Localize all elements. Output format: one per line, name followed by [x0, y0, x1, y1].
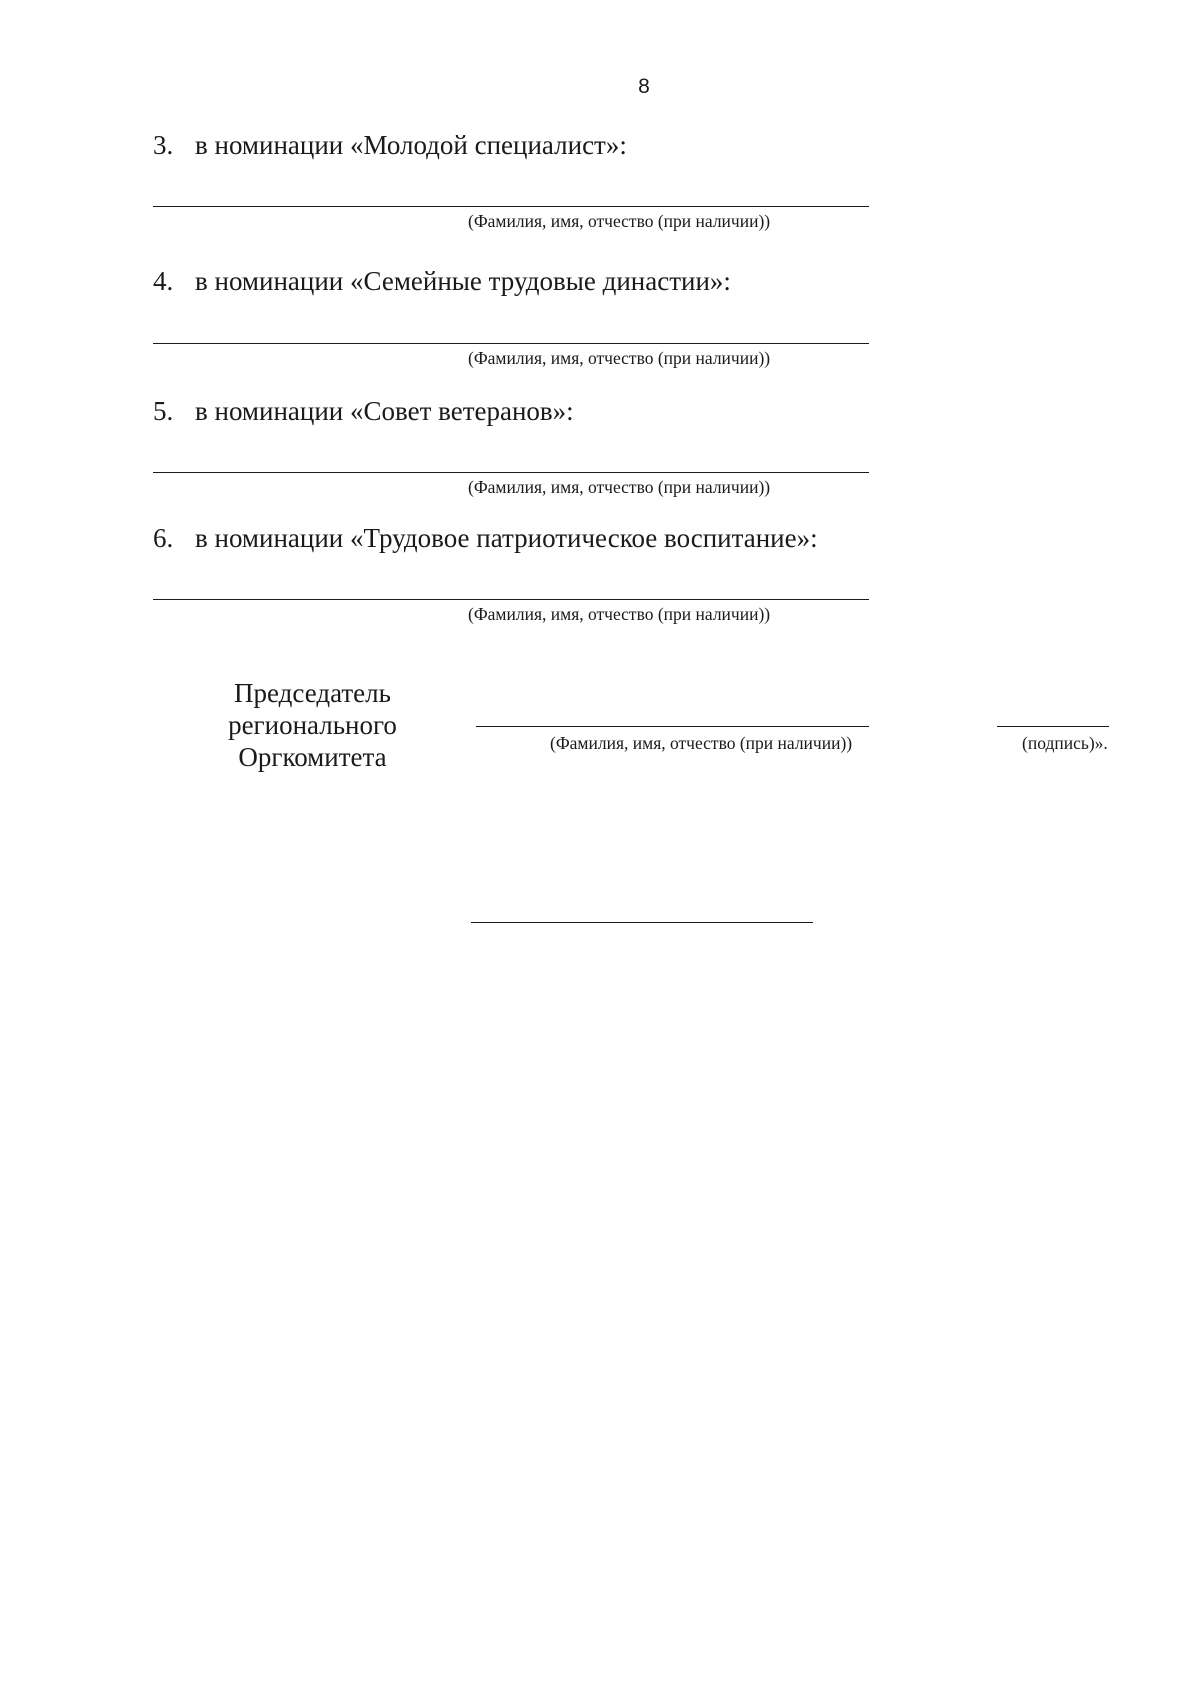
- nomination-number: 3.: [153, 130, 174, 160]
- signature-line: [997, 726, 1109, 727]
- nomination-item: [153, 130, 627, 161]
- nomination-number: 5.: [153, 396, 174, 426]
- nomination-number: 4.: [153, 266, 174, 296]
- name-fill-line: [153, 599, 869, 600]
- nomination-item: [153, 266, 731, 297]
- nomination-number: 6.: [153, 523, 174, 553]
- chairman-title-line: Председатель: [234, 678, 391, 708]
- name-fill-line: [153, 206, 869, 207]
- signature-caption: (подпись)».: [1022, 733, 1108, 753]
- name-caption: (Фамилия, имя, отчество (при наличии)): [468, 477, 771, 497]
- name-caption: (Фамилия, имя, отчество (при наличии)): [468, 211, 771, 231]
- chairman-name-line: [476, 726, 869, 727]
- chairman-title: [205, 677, 420, 773]
- page-number: 8: [638, 75, 650, 98]
- name-fill-line: [153, 343, 869, 344]
- nomination-text: в номинации «Трудовое патриотическое воспитание»:: [195, 523, 818, 553]
- chairman-name-caption: (Фамилия, имя, отчество (при наличии)): [550, 733, 853, 753]
- nomination-item: [153, 396, 574, 427]
- chairman-title-line: регионального: [228, 710, 397, 740]
- name-fill-line: [153, 472, 869, 473]
- nomination-text: в номинации «Семейные трудовые династии»:: [195, 266, 731, 296]
- nomination-text: в номинации «Молодой специалист»:: [195, 130, 627, 160]
- name-caption: (Фамилия, имя, отчество (при наличии)): [468, 348, 771, 368]
- end-divider: [471, 922, 813, 923]
- name-caption: (Фамилия, имя, отчество (при наличии)): [468, 604, 771, 624]
- nomination-text: в номинации «Совет ветеранов»:: [195, 396, 574, 426]
- chairman-title-line: Оргкомитета: [238, 742, 387, 772]
- nomination-item: [153, 523, 818, 554]
